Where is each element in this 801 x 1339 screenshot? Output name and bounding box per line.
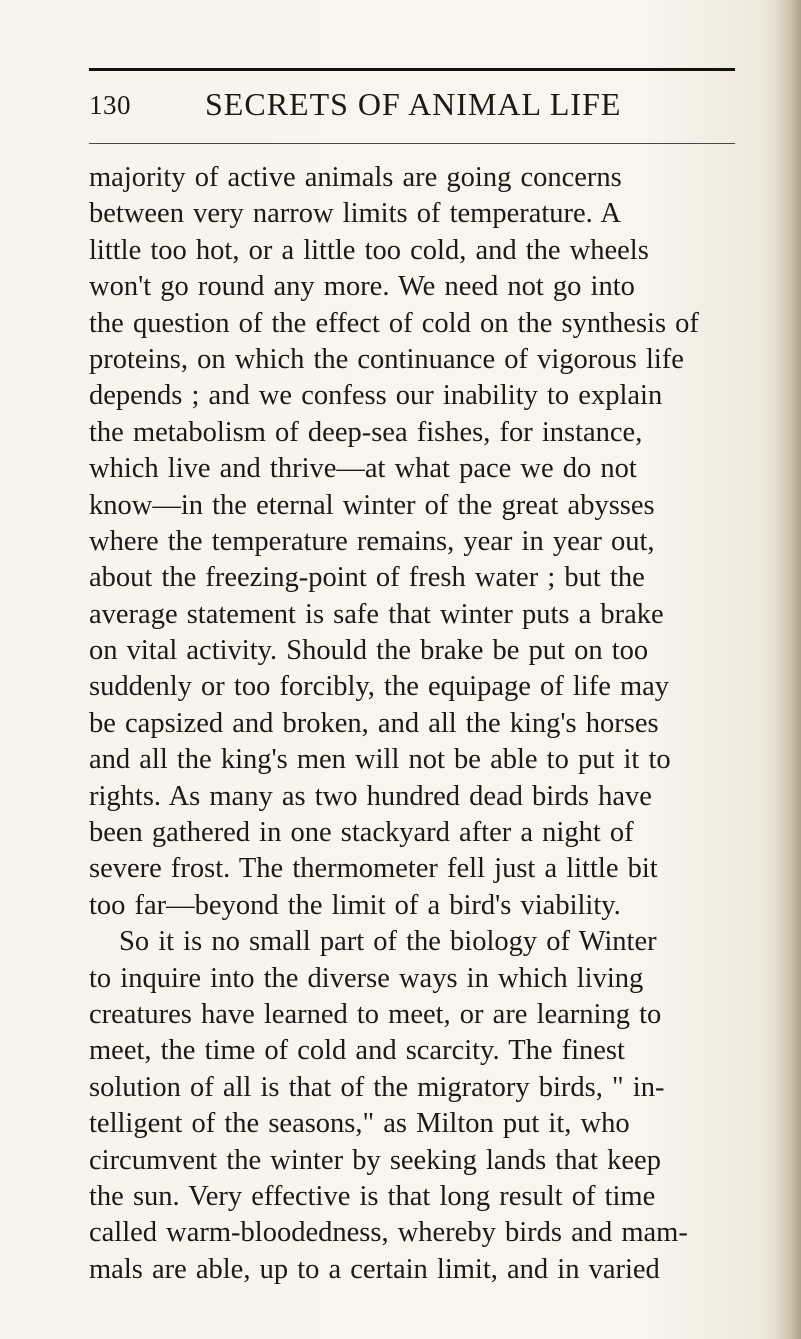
text-line: about the freezing-point of fresh water ; but the — [89, 562, 645, 594]
text-line: and all the king's men will not be able to put it to — [89, 744, 671, 776]
text-line: depends ; and we confess our inability to explain — [89, 380, 663, 412]
text-line: the question of the effect of cold on the synthesis of — [89, 307, 699, 339]
text-line: won't go round any more. We need not go into — [89, 271, 635, 303]
text-line: to inquire into the diverse ways in which living — [89, 962, 644, 994]
header-rule-bottom — [89, 143, 735, 144]
text-line: which live and thrive—at what pace we do not — [89, 453, 637, 485]
text-line: little too hot, or a little too cold, and the wheels — [89, 234, 649, 266]
text-line: been gathered in one stackyard after a night of — [89, 817, 634, 849]
text-line: average statement is safe that winter puts a brake — [89, 598, 664, 630]
text-line: the sun. Very effective is that long result of time — [89, 1180, 656, 1212]
text-line: majority of active animals are going concerns — [89, 162, 622, 193]
text-line: the metabolism of deep-sea fishes, for instance, — [89, 416, 643, 448]
page-number: 130 — [89, 90, 131, 120]
body-text — [89, 160, 769, 1288]
paragraph-first-line: So it is no small part of the biology of Winter — [119, 926, 657, 958]
text-line: know—in the eternal winter of the great abysses — [89, 489, 655, 521]
header-rule-top — [89, 68, 735, 71]
text-line: creatures have learned to meet, or are learning to — [89, 998, 662, 1030]
text-line: telligent of the seasons," as Milton put it, who — [89, 1108, 630, 1140]
text-line: rights. As many as two hundred dead birds have — [89, 780, 652, 812]
running-head: SECRETS OF ANIMAL LIFE — [205, 86, 622, 122]
text-line: called warm-bloodedness, whereby birds and mam- — [89, 1217, 688, 1249]
text-line: too far—beyond the limit of a bird's viability. — [89, 889, 621, 921]
text-line: between very narrow limits of temperature. A — [89, 198, 621, 230]
text-line: circumvent the winter by seeking lands that keep — [89, 1144, 661, 1176]
text-line: where the temperature remains, year in year out, — [89, 525, 655, 557]
text-line: severe frost. The thermometer fell just a little bit — [89, 853, 658, 885]
text-line: proteins, on which the continuance of vigorous life — [89, 343, 684, 375]
text-line: solution of all is that of the migratory birds, " in- — [89, 1071, 665, 1103]
text-line: on vital activity. Should the brake be put on too — [89, 635, 649, 667]
page-header — [89, 80, 735, 128]
text-line: meet, the time of cold and scarcity. The finest — [89, 1035, 625, 1067]
text-line: mals are able, up to a certain limit, and in varied — [89, 1253, 660, 1285]
text-line: suddenly or too forcibly, the equipage of life may — [89, 671, 670, 703]
text-line: be capsized and broken, and all the king's horses — [89, 707, 659, 739]
page-gutter-shadow — [775, 0, 801, 1339]
